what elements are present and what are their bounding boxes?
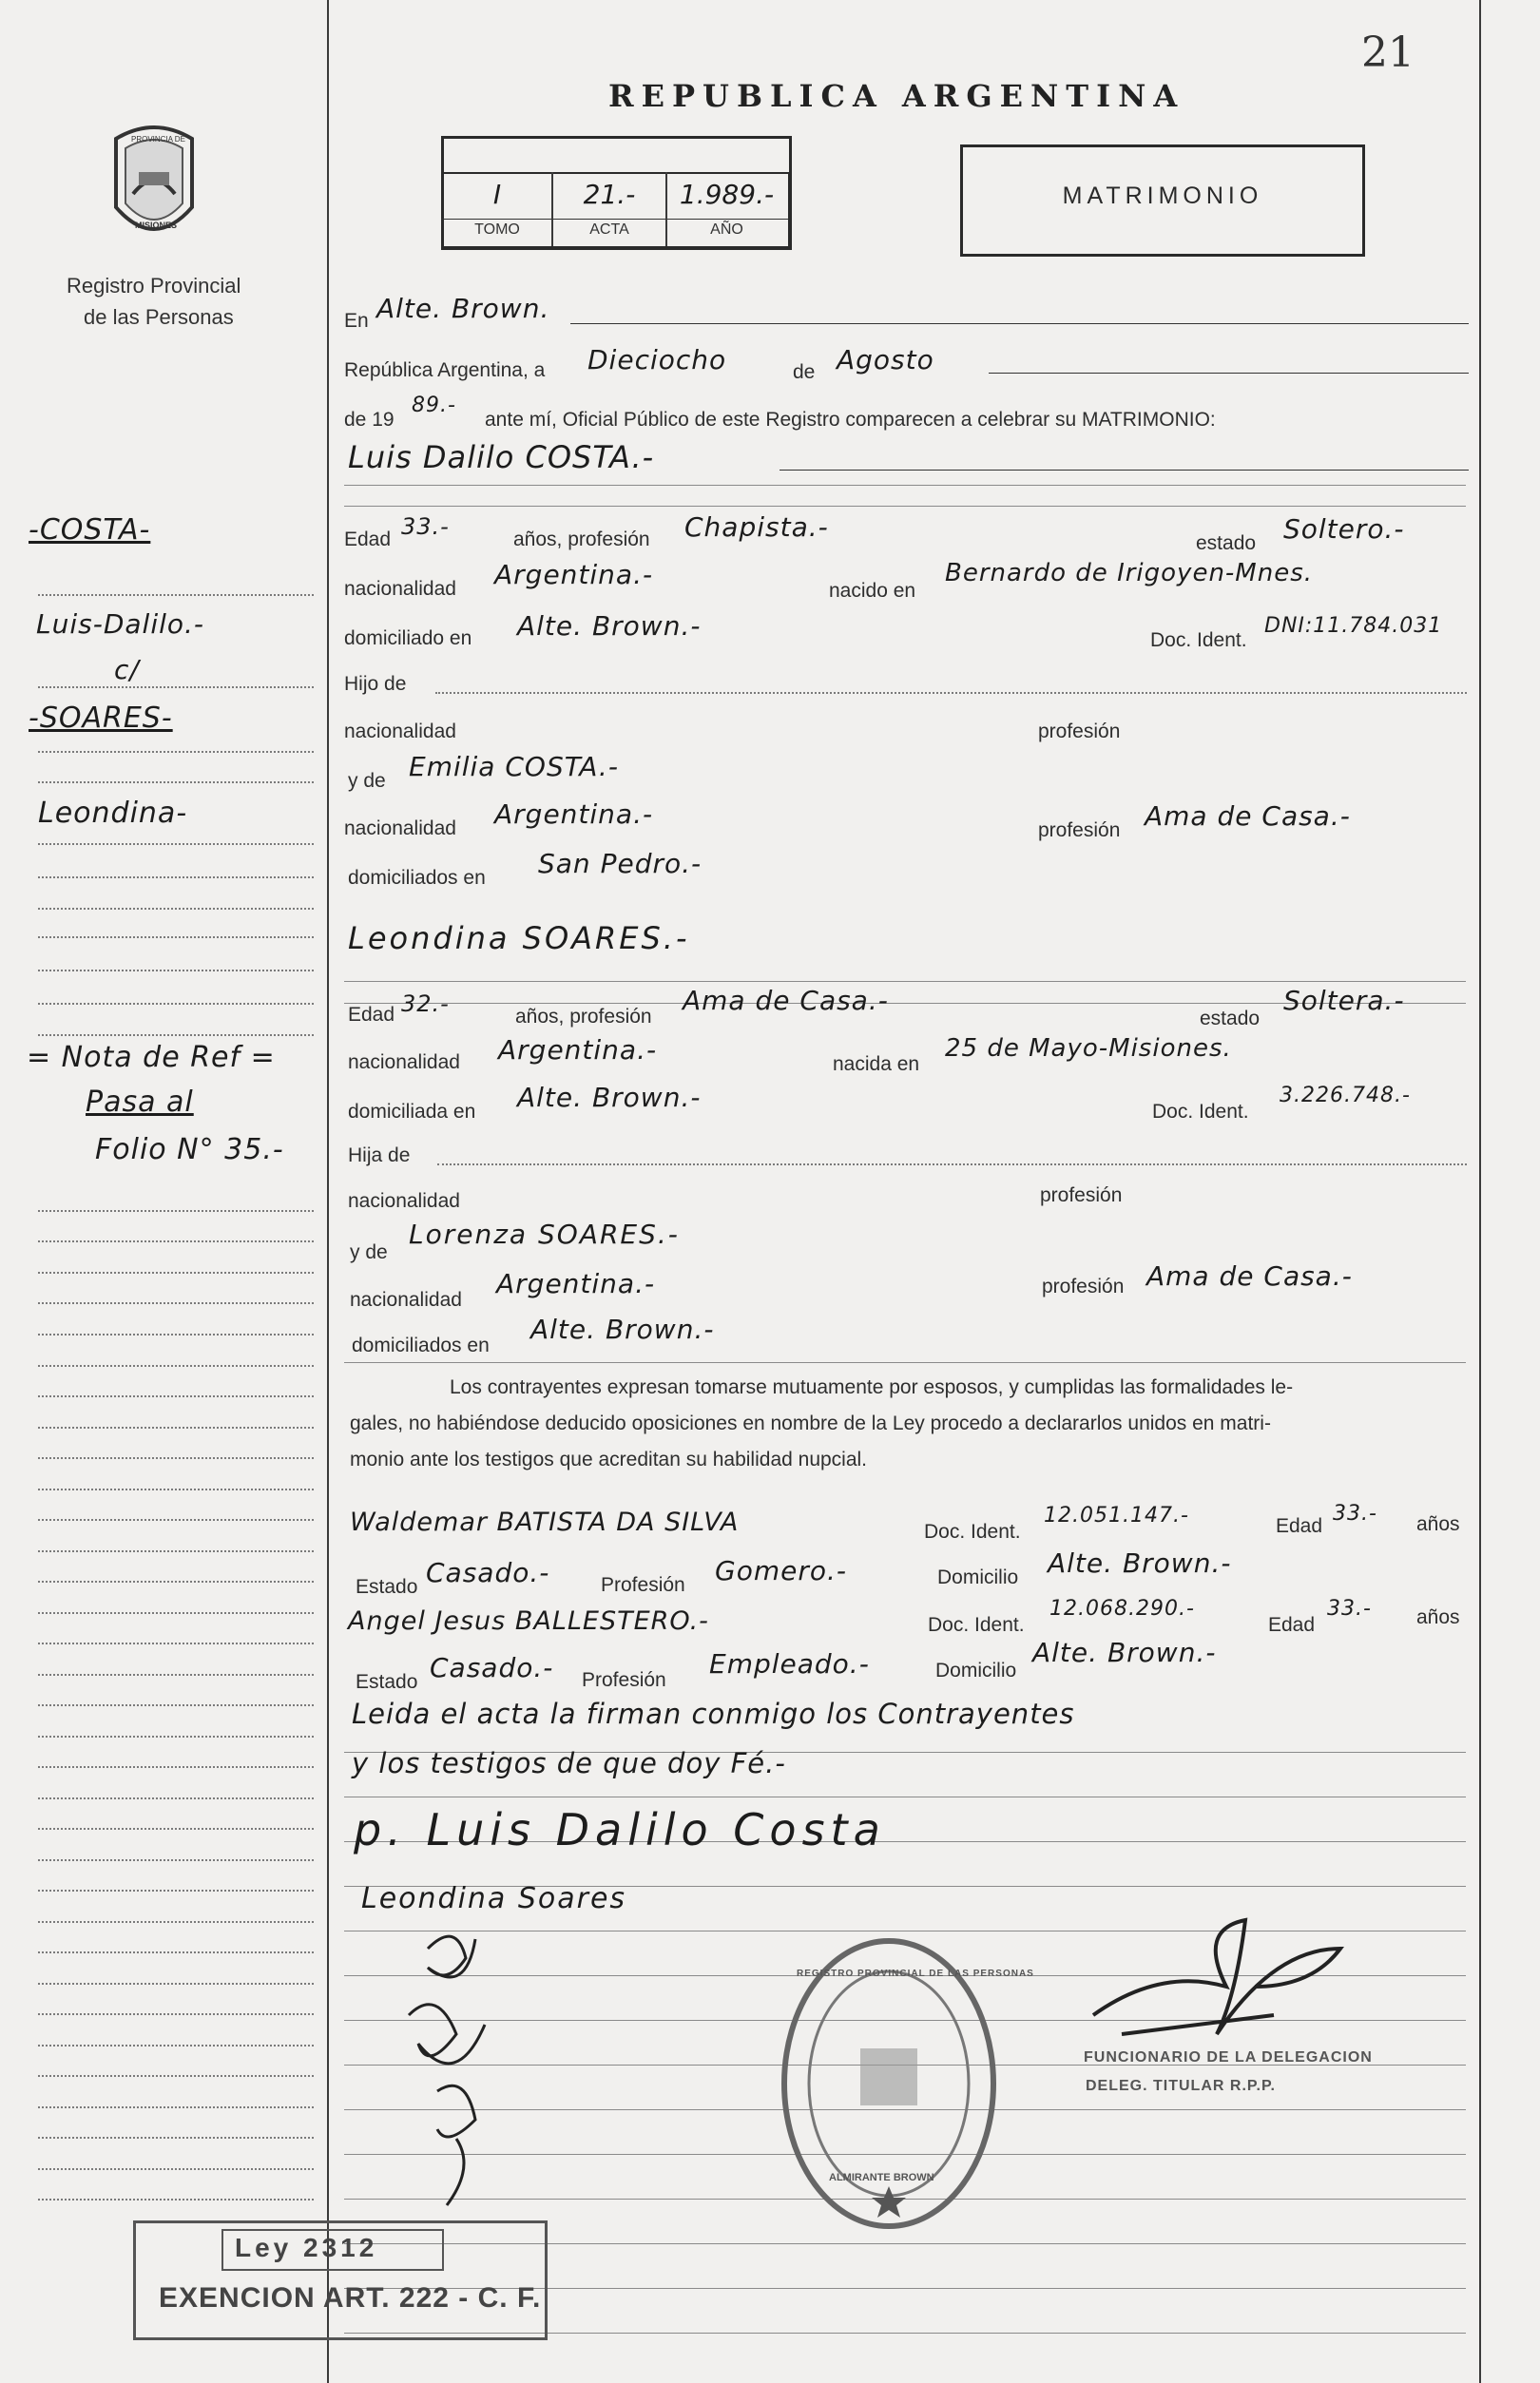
margin-dots xyxy=(38,1674,314,1676)
bride-parents-domicile: Alte. Brown.- xyxy=(530,1314,715,1345)
bride-domicile: Alte. Brown.- xyxy=(517,1082,702,1113)
margin-note-line1: = Nota de Ref = xyxy=(27,1041,276,1074)
margin-dots xyxy=(38,1210,314,1212)
tax-stamp-line2: EXENCION ART. 222 - C. F. xyxy=(159,2282,542,2314)
bride-doc-label: Doc. Ident. xyxy=(1152,1101,1249,1123)
margin-dots xyxy=(38,1334,314,1336)
groom-anios-profesion-label: años, profesión xyxy=(513,528,650,550)
groom-birthplace: Bernardo de Irigoyen-Mnes. xyxy=(945,559,1314,587)
margin-dots xyxy=(38,1003,314,1005)
margin-dots xyxy=(38,2013,314,2015)
intro-de-label: de xyxy=(793,361,816,383)
groom-nationality: Argentina.- xyxy=(494,559,654,590)
margin-dots xyxy=(38,1519,314,1521)
margin-dots xyxy=(38,1272,314,1274)
intro-day: Dieciocho xyxy=(587,344,727,375)
official-stamp-line1: FUNCIONARIO DE LA DELEGACION xyxy=(1084,2049,1373,2066)
bride-profession: Ama de Casa.- xyxy=(683,985,889,1016)
margin-groom-surname: -COSTA- xyxy=(29,513,151,547)
margin-dots xyxy=(38,2199,314,2200)
margin-dots xyxy=(38,781,314,783)
witness-1-age: 33.- xyxy=(1333,1502,1377,1526)
margin-dots xyxy=(38,2168,314,2170)
margin-dots xyxy=(38,1457,314,1459)
margin-dots xyxy=(38,1365,314,1367)
witness-2-doc: 12.068.290.- xyxy=(1049,1597,1195,1621)
bride-nationality: Argentina.- xyxy=(498,1034,658,1066)
acta-label: ACTA xyxy=(589,221,629,238)
bride-hija-de-label: Hija de xyxy=(348,1144,411,1166)
groom-doc: DNI:11.784.031 xyxy=(1264,614,1443,638)
round-stamp-place: ALMIRANTE BROWN xyxy=(829,2172,934,2183)
margin-dots xyxy=(38,1550,314,1552)
witness-1-profesion-label: Profesión xyxy=(601,1574,685,1596)
witness-2-anios-label: años xyxy=(1416,1606,1460,1628)
groom-edad-label: Edad xyxy=(344,528,392,550)
margin-dots xyxy=(38,843,314,845)
fill-dots xyxy=(437,1163,1467,1165)
margin-dots xyxy=(38,1890,314,1892)
bride-y-de-label: y de xyxy=(350,1241,388,1263)
groom-mother-profesion-label: profesión xyxy=(1038,819,1121,841)
witness-2-doc-label: Doc. Ident. xyxy=(928,1614,1025,1636)
margin-dots xyxy=(38,2045,314,2047)
groom-father-nacionalidad-label: nacionalidad xyxy=(344,721,456,742)
seal-top-text: PROVINCIA DE xyxy=(131,135,185,144)
witness-2-profession: Empleado.- xyxy=(709,1648,870,1680)
witness-1-status: Casado.- xyxy=(426,1557,550,1588)
witness-signatures-scribble xyxy=(371,1901,561,2215)
closing-line-2: y los testigos de que doy Fé.- xyxy=(352,1747,786,1779)
groom-father-profesion-label: profesión xyxy=(1038,721,1121,742)
year-prefix: de 19 xyxy=(344,409,395,431)
record-cells-rule xyxy=(441,219,788,220)
bride-mother-profession: Ama de Casa.- xyxy=(1146,1260,1353,1292)
bride-estado-label: estado xyxy=(1200,1008,1261,1029)
margin-dots xyxy=(38,876,314,878)
margin-dots xyxy=(38,1859,314,1861)
witness-2-domicilio-label: Domicilio xyxy=(935,1660,1017,1682)
margin-dots xyxy=(38,1828,314,1830)
margin-dots xyxy=(38,1034,314,1036)
rule xyxy=(344,981,1466,982)
bride-father-nacionalidad-label: nacionalidad xyxy=(348,1190,460,1212)
margin-bride-given: Leondina- xyxy=(38,797,188,830)
witness-2-status: Casado.- xyxy=(430,1652,554,1683)
witness-1-edad-label: Edad xyxy=(1276,1515,1323,1537)
margin-dots xyxy=(38,1581,314,1583)
official-stamp-line2: DELEG. TITULAR R.P.P. xyxy=(1086,2078,1276,2094)
anio-label: AÑO xyxy=(710,221,743,238)
acta-value: 21.- xyxy=(583,179,636,210)
margin-dots xyxy=(38,1983,314,1985)
bride-signature: Leondina Soares xyxy=(361,1882,627,1915)
groom-hijo-de-label: Hijo de xyxy=(344,673,407,695)
rule xyxy=(344,1362,1466,1363)
margin-dots xyxy=(38,1302,314,1304)
bride-domiciliada-label: domiciliada en xyxy=(348,1101,476,1123)
margin-dots xyxy=(38,936,314,938)
fill-dots xyxy=(435,692,1467,694)
groom-y-de-label: y de xyxy=(348,770,386,792)
margin-connector: c/ xyxy=(114,654,140,685)
margin-dots xyxy=(38,1736,314,1738)
round-stamp-text: REGISTRO PROVINCIAL DE LAS PERSONAS xyxy=(797,1969,1034,1979)
witness-2-age: 33.- xyxy=(1327,1597,1372,1621)
margin-dots xyxy=(38,594,314,596)
groom-mother-nationality: Argentina.- xyxy=(494,798,654,830)
declaration-line-2: gales, no habiéndose deducido oposiciones en nombre de la Ley procedo a declararlos unidos en matri- xyxy=(350,1413,1271,1434)
witness-1-estado-label: Estado xyxy=(356,1576,418,1598)
bride-status: Soltera.- xyxy=(1283,985,1405,1016)
margin-dots xyxy=(38,1395,314,1397)
tax-stamp-line1: Ley 2312 xyxy=(235,2233,378,2262)
witness-2-edad-label: Edad xyxy=(1268,1614,1316,1636)
official-signature-scribble xyxy=(1084,1911,1350,2063)
groom-age: 33.- xyxy=(401,513,450,540)
bride-mother-nationality: Argentina.- xyxy=(496,1268,656,1299)
bride-doc: 3.226.748.- xyxy=(1280,1084,1411,1107)
groom-domiciliado-label: domiciliado en xyxy=(344,627,472,649)
registry-round-stamp xyxy=(780,1934,1034,2234)
intro-place: Alte. Brown. xyxy=(376,293,550,324)
left-margin-rule xyxy=(327,0,329,2383)
rule xyxy=(344,506,1466,507)
declaration-paragraph xyxy=(350,1370,1467,1478)
margin-note-line2: Pasa al xyxy=(86,1086,194,1119)
witness-1-domicilio-label: Domicilio xyxy=(937,1566,1019,1588)
bride-birthplace: 25 de Mayo-Misiones. xyxy=(945,1034,1232,1063)
tax-exemption-stamp xyxy=(133,2220,548,2340)
margin-dots xyxy=(38,1951,314,1953)
bride-mother-profesion-label: profesión xyxy=(1042,1276,1125,1297)
margin-dots xyxy=(38,686,314,688)
margin-dots xyxy=(38,1921,314,1923)
margin-dots xyxy=(38,970,314,971)
groom-status: Soltero.- xyxy=(1283,513,1405,545)
witness-1-domicile: Alte. Brown.- xyxy=(1048,1547,1232,1579)
witness-1-profession: Gomero.- xyxy=(715,1555,847,1586)
declaration-line-1: Los contrayentes expresan tomarse mutuamente por esposos, y cumplidas las formalidades le- xyxy=(450,1376,1294,1398)
groom-profession: Chapista.- xyxy=(684,511,829,543)
margin-dots xyxy=(38,1643,314,1644)
page-title: REPUBLICA ARGENTINA xyxy=(608,78,1185,114)
margin-dots xyxy=(38,1704,314,1706)
margin-dots xyxy=(38,908,314,910)
margin-dots xyxy=(38,1489,314,1490)
margin-dots xyxy=(38,2137,314,2139)
provincial-seal xyxy=(105,120,203,251)
witness-1-doc-label: Doc. Ident. xyxy=(924,1521,1021,1543)
tomo-label: TOMO xyxy=(474,221,520,238)
fill-line xyxy=(780,470,1469,471)
groom-mother-profession: Ama de Casa.- xyxy=(1145,800,1351,832)
intro-month: Agosto xyxy=(837,344,934,375)
intro-year-suffix: 89.- xyxy=(412,394,456,417)
witness-2-profesion-label: Profesión xyxy=(582,1669,666,1691)
margin-groom-given: Luis-Dalilo.- xyxy=(36,608,205,640)
rule xyxy=(344,485,1466,486)
en-label: En xyxy=(344,310,369,332)
anio-value: 1.989.- xyxy=(679,179,775,210)
bride-name: Leondina SOARES.- xyxy=(348,920,690,956)
right-margin-rule xyxy=(1479,0,1481,2383)
bride-edad-label: Edad xyxy=(348,1004,395,1026)
margin-dots xyxy=(38,1612,314,1614)
witness-1-name: Waldemar BATISTA DA SILVA xyxy=(350,1508,740,1537)
witness-2-name: Angel Jesus BALLESTERO.- xyxy=(348,1606,709,1636)
witness-2-domicile: Alte. Brown.- xyxy=(1032,1637,1217,1668)
groom-name: Luis Dalilo COSTA.- xyxy=(348,439,655,475)
bride-mother: Lorenza SOARES.- xyxy=(409,1219,680,1250)
groom-domicile: Alte. Brown.- xyxy=(517,610,702,642)
declaration-line-3: monio ante los testigos que acreditan su habilidad nupcial. xyxy=(350,1449,868,1470)
bride-mother-nacionalidad-label: nacionalidad xyxy=(350,1289,462,1311)
witness-1-doc: 12.051.147.- xyxy=(1044,1504,1189,1528)
groom-parents-domicile: San Pedro.- xyxy=(538,848,703,879)
margin-bride-surname: -SOARES- xyxy=(29,701,173,735)
round-stamp-icon xyxy=(780,1934,998,2234)
groom-nacido-en-label: nacido en xyxy=(829,580,916,602)
bride-nacionalidad-label: nacionalidad xyxy=(348,1051,460,1073)
closing-line-1: Leida el acta la firman conmigo los Contrayentes xyxy=(352,1698,1075,1730)
record-type-label: MATRIMONIO xyxy=(1062,183,1263,209)
margin-dots xyxy=(38,1427,314,1429)
republica-label: República Argentina, a xyxy=(344,359,546,381)
tomo-value: I xyxy=(492,179,502,210)
page-number: 21 xyxy=(1361,29,1415,77)
groom-mother: Emilia COSTA.- xyxy=(409,751,619,782)
margin-dots xyxy=(38,1240,314,1242)
groom-estado-label: estado xyxy=(1196,532,1257,554)
groom-doc-label: Doc. Ident. xyxy=(1150,629,1247,651)
groom-signature: p. Luis Dalilo Costa xyxy=(354,1804,886,1855)
fill-line xyxy=(570,323,1469,324)
margin-dots xyxy=(38,1797,314,1799)
bride-domiciliados-label: domiciliados en xyxy=(352,1335,490,1356)
fill-line xyxy=(989,373,1469,374)
witness-1-anios-label: años xyxy=(1416,1513,1460,1535)
seal-bottom-text: MISIONES xyxy=(135,221,178,230)
registry-name-line1: Registro Provincial xyxy=(67,274,241,298)
registry-name-line2: de las Personas xyxy=(84,305,234,329)
margin-dots xyxy=(38,751,314,753)
margin-dots xyxy=(38,1766,314,1768)
margin-dots xyxy=(38,2075,314,2077)
bride-nacida-en-label: nacida en xyxy=(833,1053,920,1075)
groom-mother-nacionalidad-label: nacionalidad xyxy=(344,817,456,839)
groom-nacionalidad-label: nacionalidad xyxy=(344,578,456,600)
bride-age: 32.- xyxy=(401,990,450,1017)
groom-domiciliados-label: domiciliados en xyxy=(348,867,486,889)
margin-note-line3: Folio N° 35.- xyxy=(95,1133,284,1166)
bride-anios-profesion-label: años, profesión xyxy=(515,1006,652,1028)
margin-dots xyxy=(38,2106,314,2108)
witness-2-estado-label: Estado xyxy=(356,1671,418,1693)
intro-statement: ante mí, Oficial Público de este Registro comparecen a celebrar su MATRIMONIO: xyxy=(485,409,1216,431)
bride-father-profesion-label: profesión xyxy=(1040,1184,1123,1206)
